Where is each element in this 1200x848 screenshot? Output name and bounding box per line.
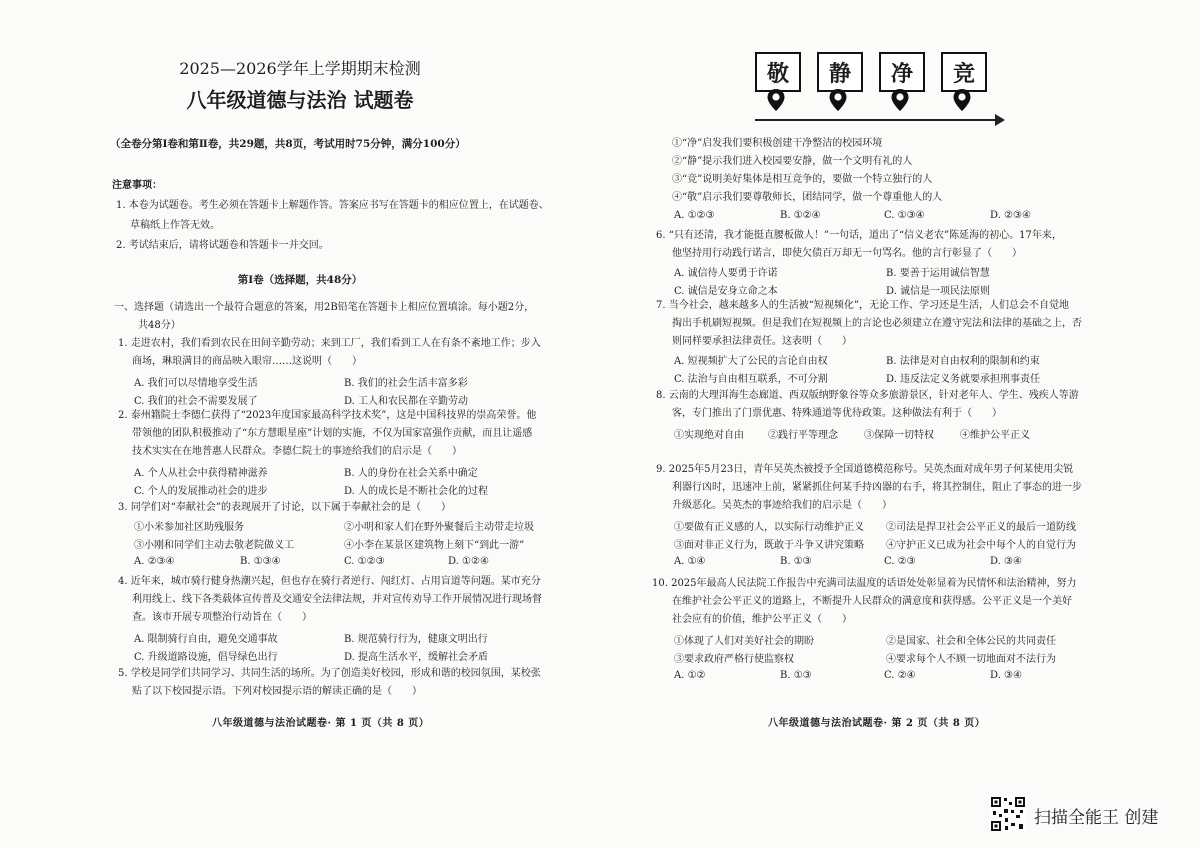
answer-option: B. ①②④ [780, 210, 821, 221]
statement-option: ④守护正义已成为社会中每个人的自觉行为 [886, 540, 1076, 551]
answer-option: D. ②③④ [990, 210, 1031, 221]
answer-option: A. 诚信待人要勇于许诺 [674, 268, 778, 279]
statement-option: ④“敬”启示我们要尊敬师长，团结同学，做一个尊重他人的人 [672, 192, 943, 203]
answer-option: C. ②④ [884, 670, 916, 681]
answer-option: A. ①② [674, 670, 706, 681]
statement-option: ③“竞”说明美好集体是相互竞争的，要做一个特立独行的人 [672, 174, 933, 185]
question-text: 则同样要承担法律责任。这表明（ ） [672, 336, 852, 347]
statement-option: ④小李在某景区建筑物上刻下“到此一游” [344, 540, 525, 551]
statement-option: ①小米参加社区助残服务 [134, 522, 244, 533]
question-text: 客，专门推出了门票优惠、特殊通道等优待政策。这种做法有利于（ ） [672, 408, 1002, 419]
answer-option: B. ①③④ [240, 556, 281, 567]
statement-option: ④维护公平正义 [960, 430, 1030, 441]
answer-option: B. 规范骑行行为，健康文明出行 [344, 634, 488, 645]
answer-option: D. ③④ [990, 670, 1022, 681]
notice-line: 2. 考试结束后，请将试题卷和答题卡一并交回。 [116, 240, 329, 251]
section-instruction: 共48分） [138, 320, 181, 331]
statement-option: ④要求每个人不顾一切地面对不法行为 [886, 654, 1056, 665]
answer-option: A. 我们可以尽情地享受生活 [134, 378, 258, 389]
question-text: 8. 云南的大理洱海生态廊道、西双版纳野象谷等众多旅游景区，针对老年人、学生、残疾人等游 [656, 390, 1079, 401]
scanner-watermark: 扫描全能王 创建 [1034, 808, 1159, 828]
statement-option: ②践行平等理念 [768, 430, 838, 441]
answer-option: D. 提高生活水平，缓解社会矛盾 [344, 652, 489, 663]
question-text: 利用线上、线下各类载体宣传普及交通安全法律法规，并对宣传劝导工作开展情况进行现场督 [132, 594, 542, 605]
answer-option: D. 人的成长是不断社会化的过程 [344, 486, 489, 497]
statement-option: ①要做有正义感的人，以实际行动维护正义 [674, 522, 864, 533]
statement-option: ③面对非正义行为，既敢于斗争又讲究策略 [674, 540, 864, 551]
answer-option: A. ②③④ [134, 556, 175, 567]
statement-option: ②小明和家人们在野外聚餐后主动带走垃圾 [344, 522, 534, 533]
answer-option: C. ①②③ [344, 556, 385, 567]
sign-word: 净 [879, 52, 925, 92]
question-text: 查。该市开展专项整治行动旨在（ ） [132, 612, 312, 623]
statement-option: ③小刚和同学们主动去敬老院做义工 [134, 540, 294, 551]
answer-option: B. 要善于运用诚信智慧 [886, 268, 990, 279]
answer-option: C. 升级道路设施，倡导绿色出行 [134, 652, 278, 663]
exam-page-2 [600, 0, 1200, 848]
question-text: 在维护社会公平正义的道路上，不断提升人民群众的满意度和获得感。公平正义是一个美好 [672, 596, 1072, 607]
question-text: 9. 2025年5月23日，青年吴英杰被授予全国道德模范称号。吴英杰面对成年男子何某使用尖锐 [656, 464, 1074, 475]
sign-word: 竞 [941, 52, 987, 92]
answer-option: A. 限制骑行自由，避免交通事故 [134, 634, 278, 645]
answer-option: A. ①④ [674, 556, 706, 567]
statement-option: ①实现绝对自由 [674, 430, 744, 441]
answer-option: C. 法治与自由相互联系，不可分割 [674, 374, 828, 385]
statement-option: ③保障一切特权 [864, 430, 934, 441]
answer-option: B. 法律是对自由权利的限制和约束 [886, 356, 1040, 367]
statement-option: ②是国家、社会和全体公民的共同责任 [886, 636, 1056, 647]
page-footer: 八年级道德与法治试题卷· 第 1 页（共 8 页） [212, 718, 430, 729]
answer-option: A. 短视频扩大了公民的言论自由权 [674, 356, 828, 367]
page-footer: 八年级道德与法治试题卷· 第 2 页（共 8 页） [768, 718, 986, 729]
answer-option: A. ①②③ [674, 210, 715, 221]
question-text: 5. 学校是同学们共同学习、共同生活的场所。为了创造美好校园，形成和谐的校园氛围，某校张 [118, 668, 541, 679]
question-text: 3. 同学们对“奉献社会”的表现展开了讨论，以下属于奉献社会的是（ ） [118, 502, 451, 513]
question-text: 利器行凶时，迅速冲上前，紧紧抓住何某手持凶器的右手，将其控制住，阻止了事态的进一步 [672, 482, 1082, 493]
answer-option: C. 个人的发展推动社会的进步 [134, 486, 268, 497]
sign-word: 敬 [755, 52, 801, 92]
exam-subtitle: 八年级道德与法治 试题卷 [186, 88, 414, 112]
notice-line: 1. 本卷为试题卷。考生必须在答题卡上解题作答。答案应书写在答题卡的相应位置上，在试题卷、 [116, 200, 549, 211]
answer-option: C. ①③④ [884, 210, 925, 221]
answer-option: D. 违反法定义务就要承担刑事责任 [886, 374, 1041, 385]
answer-option: B. ①③ [780, 556, 812, 567]
exam-title: 2025—2026学年上学期期末检测 [179, 59, 421, 78]
answer-option: C. 诚信是安身立命之本 [674, 286, 778, 297]
question-text: 7. 当今社会，越来越多人的生活被“短视频化”，无论工作、学习还是生活，人们总会不自觉地 [656, 300, 1069, 311]
question-text: 6. “只有还清，我才能挺直腰板做人！”一句话，道出了“信义老农”陈延海的初心。17年来， [656, 230, 1062, 241]
section-heading: 第Ⅰ卷（选择题，共48分） [237, 274, 363, 286]
answer-option: C. ②③ [884, 556, 916, 567]
question-text: 社会应有的价值，维护公平正义（ ） [672, 614, 852, 625]
question-text: 1. 走进农村，我们看到农民在田间辛勤劳动；来到工厂，我们看到工人在有条不紊地工作；步入 [118, 338, 541, 349]
answer-option: D. ③④ [990, 556, 1022, 567]
question-text: 10. 2025年最高人民法院工作报告中充满司法温度的话语处处彰显着为民情怀和法治精神，努力 [652, 578, 1077, 589]
answer-option: D. 工人和农民都在辛勤劳动 [344, 396, 469, 407]
answer-option: A. 个人从社会中获得精神滋养 [134, 468, 268, 479]
question-text: 带领他的团队积极推动了“东方慧眼星座”计划的实施，不仅为国家富强作贡献，而且让遥感 [132, 428, 533, 439]
question-text: 掏出手机刷短视频。但是我们在短视频上的言论也必须建立在遵守宪法和法律的基础之上，否 [672, 318, 1082, 329]
answer-option: D. ①②④ [448, 556, 489, 567]
question-text: 技术实实在在地普惠人民群众。李德仁院士的事迹给我们的启示是（ ） [132, 446, 462, 457]
statement-option: ①“净”启发我们要积极创建干净整洁的校园环境 [672, 138, 883, 149]
statement-option: ③要求政府严格行使监察权 [674, 654, 794, 665]
sign-word: 静 [817, 52, 863, 92]
answer-option: B. 我们的社会生活丰富多彩 [344, 378, 468, 389]
question-text: 贴了以下校园提示语。下列对校园提示语的解读正确的是（ ） [132, 686, 422, 697]
question-text: 4. 近年来，城市骑行健身热潮兴起，但也存在骑行者逆行、闯红灯、占用盲道等问题。某市充分 [118, 576, 541, 587]
notice-line: 草稿纸上作答无效。 [130, 220, 220, 231]
notice-title: 注意事项： [112, 180, 162, 191]
qr-code-icon [990, 796, 1026, 832]
question-text: 升级恶化。吴英杰的事迹给我们的启示是（ ） [672, 500, 892, 511]
section-instruction: 一、选择题（请选出一个最符合题意的答案，用2B铅笔在答题卡上相应位置填涂。每小题2分， [114, 302, 535, 313]
question-text: 2. 泰州籍院士李德仁获得了“2023年度国家最高科学技术奖”，这是中国科技界的崇高荣誉。他 [118, 410, 537, 421]
statement-option: ②司法是捍卫社会公平正义的最后一道防线 [886, 522, 1076, 533]
statement-option: ①体现了人们对美好社会的期盼 [674, 636, 814, 647]
question-text: 商场，琳琅满目的商品映入眼帘……这说明（ ） [132, 356, 362, 367]
exam-info: （全卷分第Ⅰ卷和第Ⅱ卷，共29题，共8页，考试用时75分钟，满分100分） [110, 138, 466, 150]
answer-option: D. 诚信是一项民法原则 [886, 286, 991, 297]
answer-option: B. 人的身份在社会关系中确定 [344, 468, 478, 479]
answer-option: C. 我们的社会不需要发展了 [134, 396, 258, 407]
question-text: 他坚持用行动践行诺言，即使欠债百万却无一句骂名。他的言行彰显了（ ） [672, 248, 1022, 259]
answer-option: B. ①③ [780, 670, 812, 681]
statement-option: ②“静”提示我们进入校园要安静，做一个文明有礼的人 [672, 156, 913, 167]
